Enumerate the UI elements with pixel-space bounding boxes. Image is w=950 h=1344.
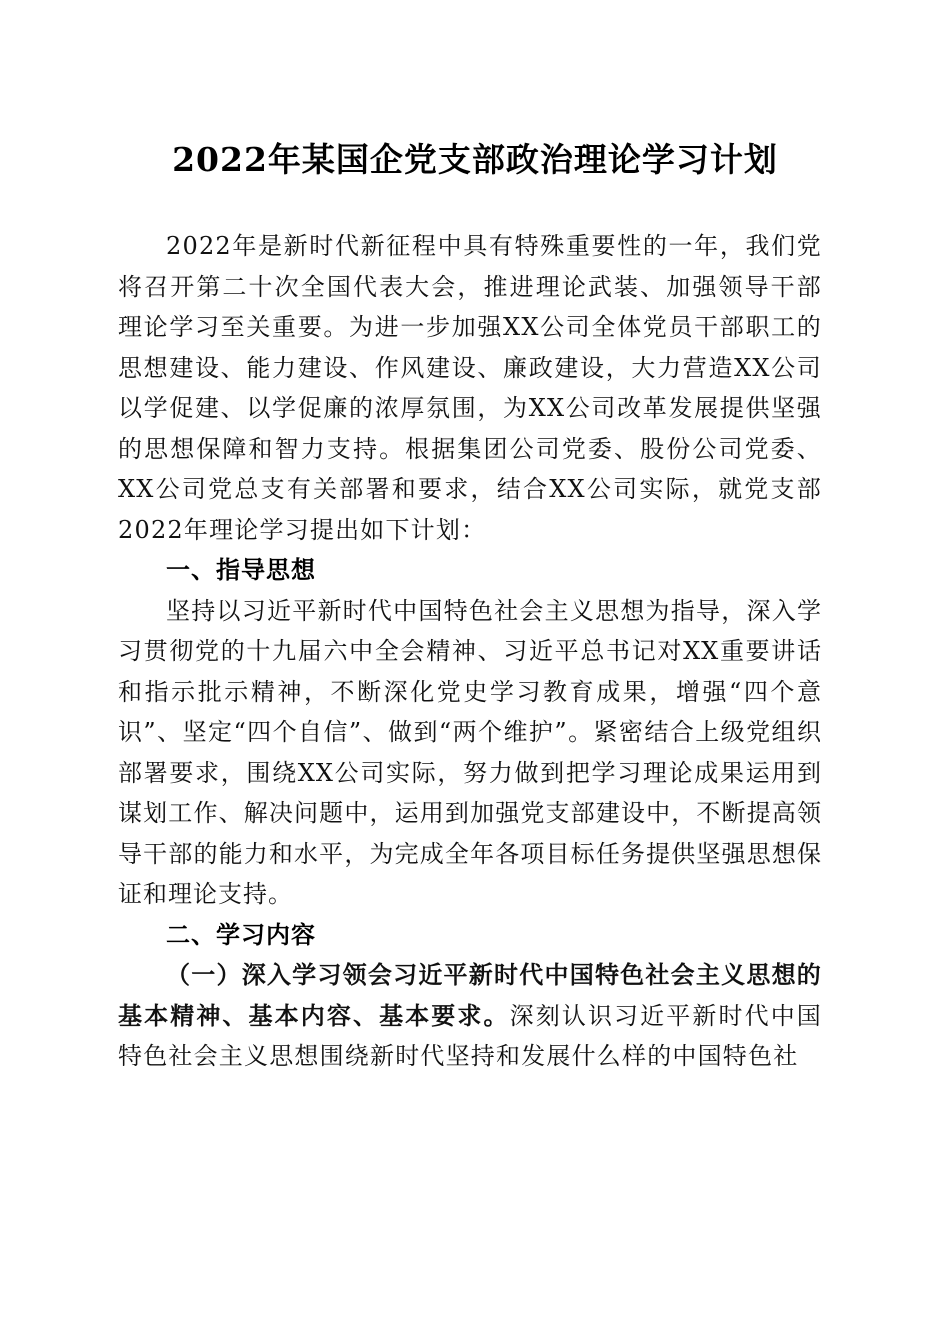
intro-paragraph: 2022年是新时代新征程中具有特殊重要性的一年，我们党将召开第二十次全国代表大会，推进理论武装、加强领导干部理论学习至关重要。为进一步加强XX公司全体党员干部职工的思想建设、能力建设、作风建设、廉政建设，大力营造XX公司以学促建、以学促廉的浓厚氛围，为XX公司改革发展提供坚强的思想保障和智力支持。根据集团公司党委、股份公司党委、XX公司党总支有关部署和要求，结合XX公司实际，就党支部2022年理论学习提出如下计划：	[118, 232, 822, 544]
document-title: 2022年某国企党支部政治理论学习计划	[172, 140, 778, 179]
sub-item-1-text: 深刻认识习近平新时代中国特色社会主义思想围绕新时代坚持和发展什么样的中国特色社	[118, 1001, 823, 1070]
document-body	[118, 226, 822, 1077]
section-heading-study-content: 二、学习内容	[166, 920, 316, 949]
section-paragraph-study-content	[118, 955, 822, 1077]
section-heading-guiding-ideology: 一、指导思想	[166, 556, 316, 584]
sub-heading-item-1: （一）深入学习领会习近平新时代中国特色社会主义思想的基本精神、基本内容、基本要求。	[118, 960, 822, 1030]
section-paragraph-guiding-ideology: 坚持以习近平新时代中国特色社会主义思想为指导，深入学习贯彻党的十九届六中全会精神、习近平总书记对XX重要讲话和指示批示精神，不断深化党史学习教育成果，增强“四个意识”、坚定“四个自信”、做到“两个维护”。紧密结合上级党组织部署要求，围绕XX公司实际，努力做到把学习理论成果运用到谋划工作、解决问题中，运用到加强党支部建设中，不断提高领导干部的能力和水平，为完成全年各项目标任务提供坚强思想保证和理论支持。	[118, 596, 822, 908]
